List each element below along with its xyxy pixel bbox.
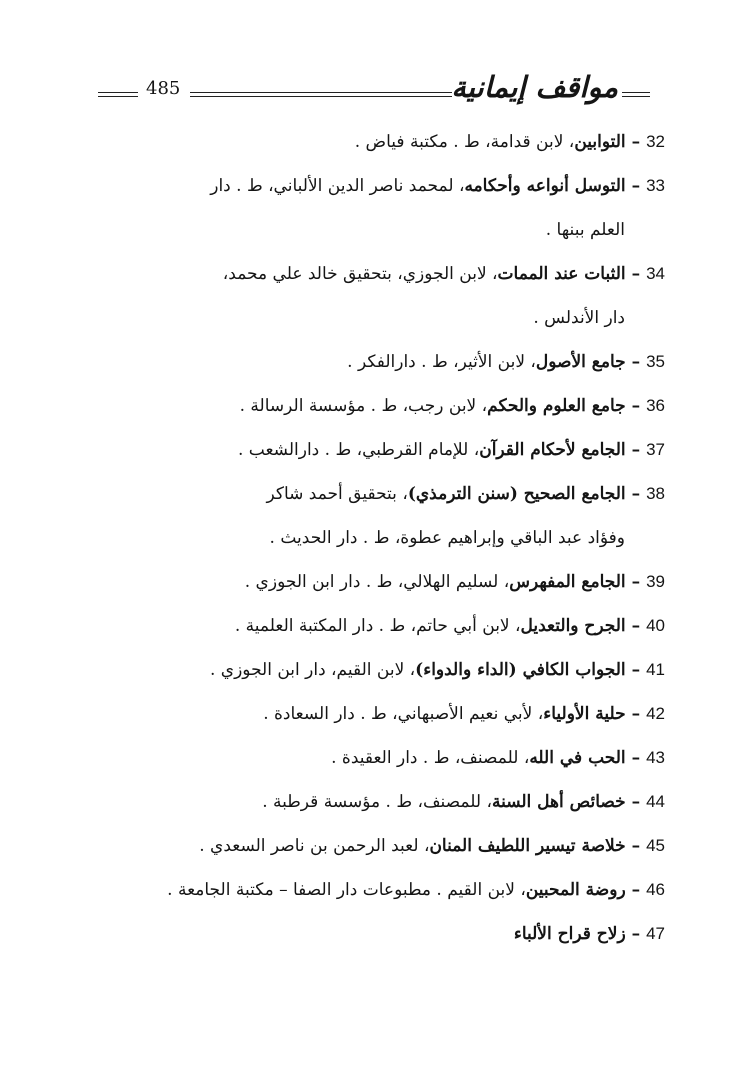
entry-number: 37 [646,440,665,459]
bibliography-entry [80,472,665,560]
entry-continuation: وفؤاد عبد الباقي وإبراهيم عطوة، ط . دار الحديث . [269,528,625,548]
entry-number: 42 [646,704,665,723]
entry-number: 41 [646,660,665,679]
entry-title: – التوسل أنواعه وأحكامه [464,176,641,196]
bibliography-list [80,120,665,956]
entry-details: ، لابن القيم، دار ابن الجوزي . [209,660,416,680]
entry-title: – الجامع المفهرس [509,572,641,592]
entry-number: 40 [646,616,665,635]
bibliography-entry [80,868,665,912]
entry-details: ، للإمام القرطبي، ط . دارالشعب . [237,440,480,460]
entry-details: ، للمصنف، ط . دار العقيدة . [331,748,530,768]
entry-number: 39 [646,572,665,591]
bibliography-entry [80,736,665,780]
entry-details: ، لعبد الرحمن بن ناصر السعدي . [199,836,430,856]
entry-details: ، لابن قدامة، ط . مكتبة فياض . [354,132,575,152]
bibliography-entry [80,912,665,956]
entry-title: – زلاح قراح الألباء [513,924,641,944]
entry-number: 44 [646,792,665,811]
entry-number: 38 [646,484,665,503]
entry-number: 34 [646,264,665,283]
entry-details: ، لأبي نعيم الأصبهاني، ط . دار السعادة . [263,704,544,724]
bibliography-entry [80,780,665,824]
entry-details: ، لابن أبي حاتم، ط . دار المكتبة العلمية . [234,616,521,636]
bibliography-entry [80,560,665,604]
entry-number: 46 [646,880,665,899]
running-title: مواقف إيمانية [451,70,618,104]
bibliography-entry [80,340,665,384]
bibliography-entry [80,428,665,472]
entry-title: – جامع العلوم والحكم [487,396,641,416]
bibliography-entry [80,384,665,428]
entry-title: – التوابين [574,132,641,152]
bibliography-entry [80,604,665,648]
entry-details: ، بتحقيق أحمد شاكر [266,484,408,504]
entry-title: – حلية الأولياء [543,704,641,724]
entry-number: 43 [646,748,665,767]
bibliography-entry [80,120,665,164]
header-rule-right [622,92,650,97]
page-number: 485 [146,78,181,99]
entry-number: 35 [646,352,665,371]
entry-title: – الجرح والتعديل [520,616,641,636]
bibliography-entry [80,164,665,252]
entry-details: ، للمصنف، ط . مؤسسة قرطبة . [262,792,492,812]
entry-details: ، لمحمد ناصر الدين الألباني، ط . دار [210,176,465,196]
entry-details: ، لابن الأثير، ط . دارالفكر . [347,352,536,372]
entry-details: ، لابن القيم . مطبوعات دار الصفا – مكتبة الجامعة . [167,880,526,900]
entry-details: ، لسليم الهلالي، ط . دار ابن الجوزي . [244,572,510,592]
entry-title: – الجامع لأحكام القرآن [479,440,641,460]
entry-details: ، لابن الجوزي، بتحقيق خالد علي محمد، [222,264,498,284]
entry-continuation: العلم ببنها . [545,220,625,240]
entry-title: – الجواب الكافي (الداء والدواء) [415,660,641,680]
entry-number: 47 [646,924,665,943]
entry-title: – جامع الأصول [535,352,641,372]
bibliography-entry [80,648,665,692]
entry-details: ، لابن رجب، ط . مؤسسة الرسالة . [239,396,488,416]
page-header [0,66,755,116]
entry-continuation: دار الأندلس . [533,308,625,328]
bibliography-entry [80,824,665,868]
entry-title: – الجامع الصحيح (سنن الترمذي) [407,484,641,504]
entry-title: – خصائص أهل السنة [491,792,641,812]
entry-title: – روضة المحبين [525,880,641,900]
entry-number: 33 [646,176,665,195]
header-rule-left [98,92,138,97]
bibliography-entry [80,252,665,340]
header-rule-middle [190,92,452,97]
entry-number: 32 [646,132,665,151]
entry-title: – الحب في الله [529,748,641,768]
entry-title: – الثبات عند الممات [497,264,641,284]
bibliography-entry [80,692,665,736]
entry-number: 36 [646,396,665,415]
entry-title: – خلاصة تيسير اللطيف المنان [429,836,641,856]
entry-number: 45 [646,836,665,855]
